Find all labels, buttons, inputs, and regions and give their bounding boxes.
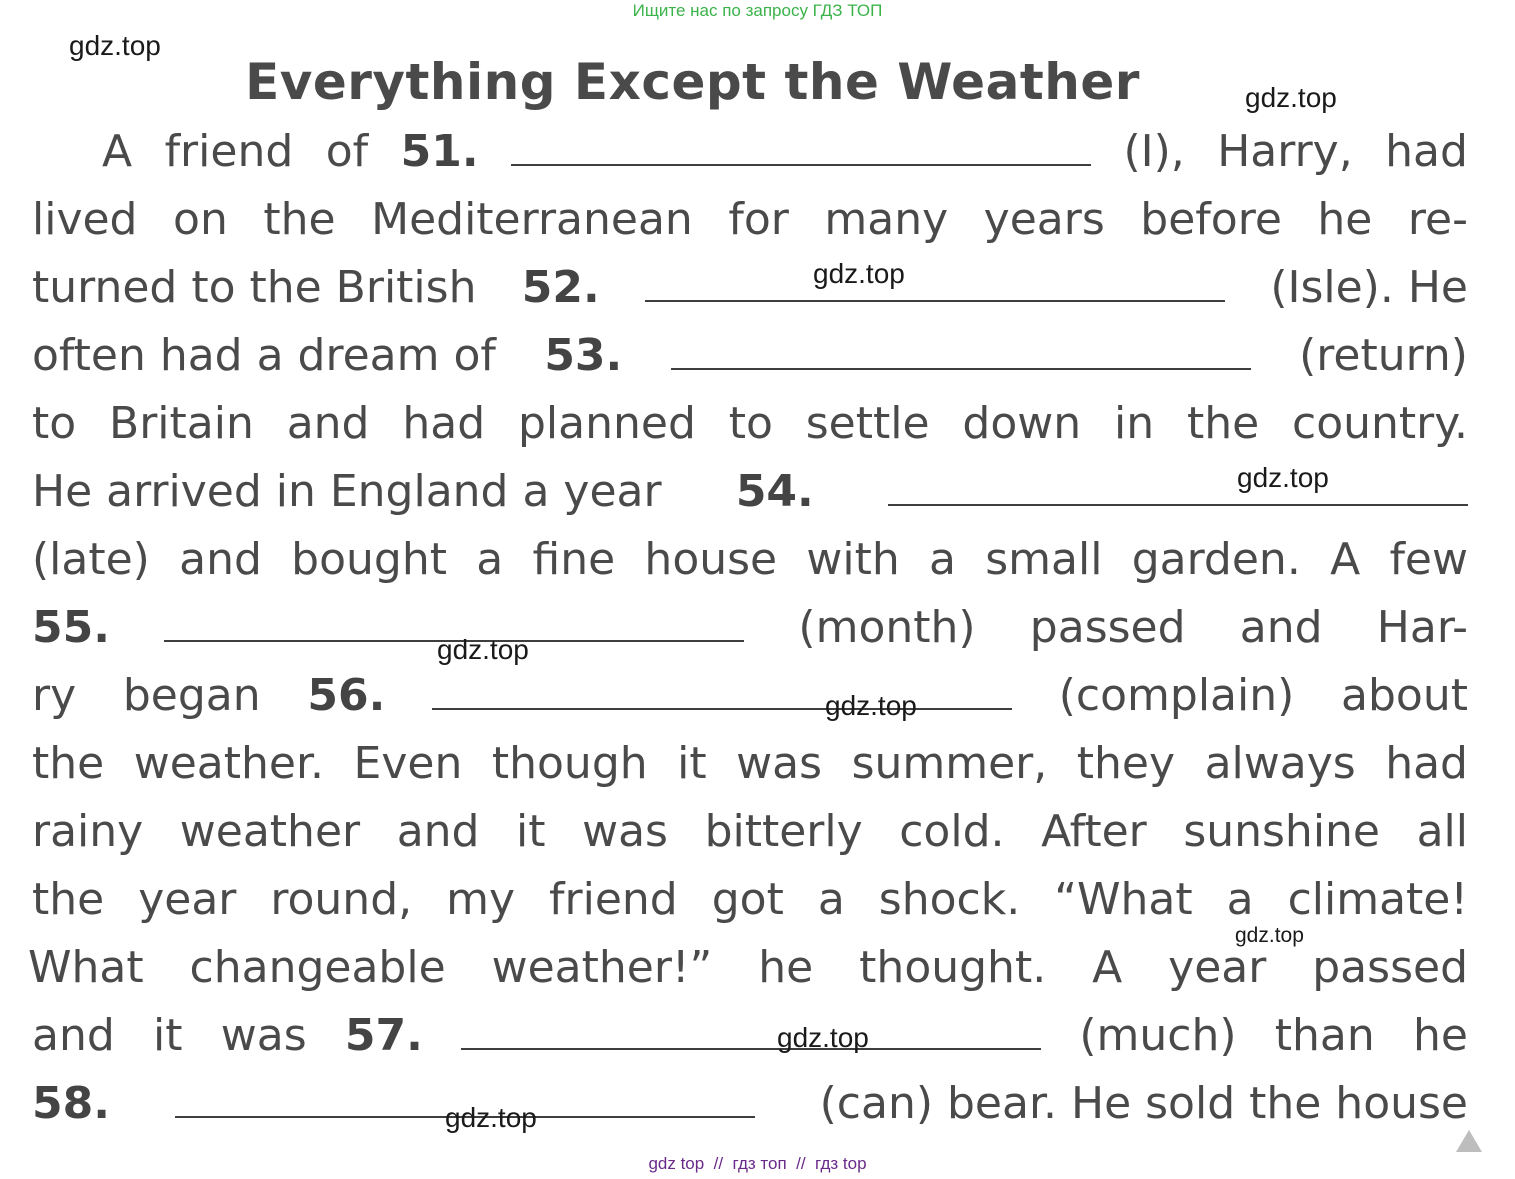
watermark[interactable]: gdz.top [1237, 462, 1329, 493]
line-text: (late) and bought a fine house with a small garden. A few [32, 534, 1468, 585]
text-line-1 [102, 118, 1468, 186]
text-line-11 [32, 798, 1468, 866]
top-banner[interactable]: Ищите нас по запросу ГДЗ ТОП [632, 1, 883, 20]
word: A [102, 126, 133, 177]
word: turned to the British [32, 262, 477, 313]
word: it [153, 1010, 183, 1061]
word: than [1274, 1010, 1375, 1061]
watermark[interactable]: gdz.top [777, 1022, 869, 1053]
word: (return) [1299, 330, 1468, 381]
answer-blank-52[interactable] [645, 300, 1225, 302]
answer-blank-53[interactable] [671, 368, 1251, 370]
word: (much) [1079, 1010, 1237, 1061]
watermark[interactable]: gdz.top [813, 258, 905, 289]
line-text: the weather. Even though it was summer, they always had [32, 738, 1468, 789]
line-text: What changeable weather!” he thought. A year passed [28, 942, 1468, 993]
text-line-4 [32, 322, 1468, 390]
line-text: lived on the Mediterranean for many years before he re- [32, 194, 1468, 245]
line-text: rainy weather and it was bitterly cold. After sunshine all [32, 806, 1468, 857]
word: of [325, 126, 369, 177]
text-line-7 [32, 526, 1468, 594]
word: had [1385, 126, 1468, 177]
word: (I), [1123, 126, 1185, 177]
gap-number-57: 57. [344, 1010, 423, 1061]
text-line-8 [32, 594, 1468, 662]
line-text: to Britain and had planned to settle down in the country. [32, 398, 1468, 449]
word: (can) bear. He sold the house [819, 1078, 1468, 1129]
text-line-10 [32, 730, 1468, 798]
word: Har- [1376, 602, 1468, 653]
bottom-banner[interactable]: gdz top // гдз топ // гдз top [648, 1154, 867, 1173]
word: Harry, [1217, 126, 1353, 177]
gap-number-53: 53. [544, 330, 623, 381]
word: passed [1029, 602, 1186, 653]
watermark[interactable]: gdz.top [1235, 924, 1304, 947]
word: and [32, 1010, 115, 1061]
word: ry [32, 670, 77, 721]
word: began [122, 670, 261, 721]
answer-blank-51[interactable] [511, 164, 1091, 166]
word: and [1239, 602, 1323, 653]
text-line-2 [32, 186, 1468, 254]
watermark[interactable]: gdz.top [69, 30, 161, 61]
watermark[interactable]: gdz.top [437, 634, 529, 665]
gap-number-55: 55. [32, 602, 110, 653]
watermark[interactable]: gdz.top [825, 690, 917, 721]
answer-blank-57[interactable] [461, 1048, 1041, 1050]
word: (Isle). He [1270, 262, 1468, 313]
word: He arrived in England a year [32, 466, 662, 517]
scroll-up-triangle-icon[interactable] [1456, 1130, 1482, 1152]
text-line-15 [32, 1070, 1468, 1138]
gap-number-51: 51. [400, 126, 479, 177]
text-line-9 [32, 662, 1468, 730]
gap-number-52: 52. [521, 262, 600, 313]
gap-number-56: 56. [307, 670, 386, 721]
answer-blank-54[interactable] [888, 504, 1468, 506]
line-text: the year round, my friend got a shock. “What a climate! [32, 874, 1468, 925]
text-line-3 [32, 254, 1468, 322]
text-line-5 [32, 390, 1468, 458]
watermark[interactable]: gdz.top [1245, 82, 1337, 113]
watermark[interactable]: gdz.top [445, 1102, 537, 1133]
gap-number-54: 54. [735, 466, 814, 517]
word: (complain) [1058, 670, 1295, 721]
exercise-title: Everything Except the Weather [245, 53, 1140, 111]
word: friend [164, 126, 294, 177]
word: often had a dream of [32, 330, 496, 381]
text-line-14 [32, 1002, 1468, 1070]
word: (month) [798, 602, 976, 653]
answer-blank-56[interactable] [432, 708, 1012, 710]
word: was [220, 1010, 307, 1061]
word: about [1341, 670, 1468, 721]
gap-number-58: 58. [32, 1078, 110, 1129]
word: he [1413, 1010, 1468, 1061]
